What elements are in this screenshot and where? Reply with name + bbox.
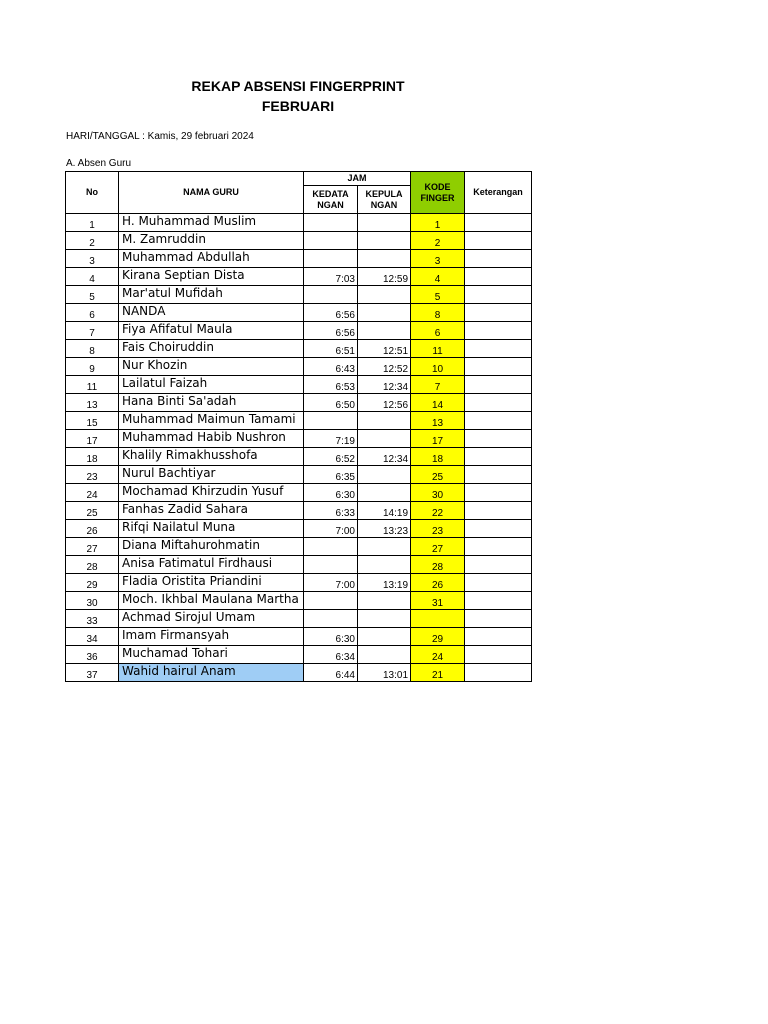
cell-name: Fais Choiruddin — [119, 340, 304, 358]
cell-name: M. Zamruddin — [119, 232, 304, 250]
cell-keterangan — [465, 466, 532, 484]
table-row — [66, 502, 532, 520]
cell-kepulangan — [358, 412, 411, 430]
cell-name: Diana Miftahurohmatin — [119, 538, 304, 556]
cell-keterangan — [465, 286, 532, 304]
table-row — [66, 394, 532, 412]
cell-kode — [411, 610, 465, 628]
cell-kedatangan: 7:00 — [304, 574, 358, 592]
cell-keterangan — [465, 250, 532, 268]
cell-no: 17 — [66, 430, 119, 448]
col-header-kode: KODE FINGER — [411, 172, 465, 214]
cell-kode: 10 — [411, 358, 465, 376]
cell-kedatangan: 6:44 — [304, 664, 358, 682]
table-row — [66, 628, 532, 646]
cell-kepulangan — [358, 592, 411, 610]
cell-no: 5 — [66, 286, 119, 304]
table-row — [66, 466, 532, 484]
cell-no: 8 — [66, 340, 119, 358]
table-row — [66, 556, 532, 574]
cell-kepulangan — [358, 232, 411, 250]
cell-kode: 25 — [411, 466, 465, 484]
col-header-name: NAMA GURU — [119, 172, 304, 214]
cell-no: 37 — [66, 664, 119, 682]
cell-no: 27 — [66, 538, 119, 556]
cell-name: Lailatul Faizah — [119, 376, 304, 394]
cell-no: 2 — [66, 232, 119, 250]
table-row — [66, 592, 532, 610]
cell-name: Muhammad Abdullah — [119, 250, 304, 268]
cell-kedatangan: 6:50 — [304, 394, 358, 412]
cell-kepulangan — [358, 286, 411, 304]
cell-kedatangan — [304, 250, 358, 268]
table-row — [66, 304, 532, 322]
cell-kepulangan — [358, 430, 411, 448]
col-header-kedatangan: KEDATA NGAN — [304, 186, 358, 214]
cell-name: Achmad Sirojul Umam — [119, 610, 304, 628]
cell-name: Mar'atul Mufidah — [119, 286, 304, 304]
cell-kedatangan: 6:33 — [304, 502, 358, 520]
cell-kedatangan — [304, 610, 358, 628]
cell-kode: 8 — [411, 304, 465, 322]
cell-kepulangan: 12:52 — [358, 358, 411, 376]
cell-keterangan — [465, 484, 532, 502]
cell-kepulangan: 12:56 — [358, 394, 411, 412]
cell-no: 11 — [66, 376, 119, 394]
cell-keterangan — [465, 448, 532, 466]
cell-keterangan — [465, 628, 532, 646]
cell-kode: 13 — [411, 412, 465, 430]
cell-kode: 1 — [411, 214, 465, 232]
cell-no: 25 — [66, 502, 119, 520]
cell-kedatangan: 6:30 — [304, 484, 358, 502]
cell-kode: 22 — [411, 502, 465, 520]
cell-keterangan — [465, 394, 532, 412]
cell-keterangan — [465, 646, 532, 664]
col-header-kepulangan: KEPULA NGAN — [358, 186, 411, 214]
cell-no: 23 — [66, 466, 119, 484]
cell-kedatangan: 7:19 — [304, 430, 358, 448]
cell-name: H. Muhammad Muslim — [119, 214, 304, 232]
cell-name: Hana Binti Sa'adah — [119, 394, 304, 412]
page-title: REKAP ABSENSI FINGERPRINT — [191, 78, 405, 94]
cell-kedatangan: 6:56 — [304, 322, 358, 340]
cell-name: Imam Firmansyah — [119, 628, 304, 646]
cell-no: 4 — [66, 268, 119, 286]
cell-kedatangan: 7:03 — [304, 268, 358, 286]
cell-kode: 28 — [411, 556, 465, 574]
cell-name: Muchamad Tohari — [119, 646, 304, 664]
cell-kedatangan: 6:51 — [304, 340, 358, 358]
cell-kode: 17 — [411, 430, 465, 448]
cell-no: 28 — [66, 556, 119, 574]
cell-keterangan — [465, 214, 532, 232]
cell-no: 18 — [66, 448, 119, 466]
cell-name: Kirana Septian Dista — [119, 268, 304, 286]
cell-kepulangan — [358, 646, 411, 664]
cell-kedatangan: 6:34 — [304, 646, 358, 664]
cell-kepulangan: 12:59 — [358, 268, 411, 286]
cell-keterangan — [465, 304, 532, 322]
cell-kepulangan: 12:51 — [358, 340, 411, 358]
table-row — [66, 232, 532, 250]
cell-name: Moch. Ikhbal Maulana Martha — [119, 592, 304, 610]
cell-kode: 23 — [411, 520, 465, 538]
cell-kepulangan — [358, 250, 411, 268]
cell-name: Rifqi Nailatul Muna — [119, 520, 304, 538]
table-row — [66, 574, 532, 592]
cell-no: 6 — [66, 304, 119, 322]
cell-kode: 30 — [411, 484, 465, 502]
cell-kode: 6 — [411, 322, 465, 340]
cell-kepulangan: 12:34 — [358, 376, 411, 394]
cell-kedatangan: 6:35 — [304, 466, 358, 484]
cell-name: Nurul Bachtiyar — [119, 466, 304, 484]
table-row — [66, 664, 532, 682]
table-row — [66, 358, 532, 376]
cell-kode: 24 — [411, 646, 465, 664]
cell-no: 26 — [66, 520, 119, 538]
cell-name: Wahid hairul Anam — [119, 664, 304, 682]
cell-kepulangan — [358, 214, 411, 232]
cell-no: 33 — [66, 610, 119, 628]
cell-no: 9 — [66, 358, 119, 376]
cell-kedatangan — [304, 232, 358, 250]
cell-kepulangan — [358, 304, 411, 322]
cell-keterangan — [465, 340, 532, 358]
cell-kedatangan — [304, 412, 358, 430]
cell-name: Muhammad Maimun Tamami — [119, 412, 304, 430]
cell-keterangan — [465, 430, 532, 448]
cell-keterangan — [465, 592, 532, 610]
cell-keterangan — [465, 610, 532, 628]
cell-keterangan — [465, 502, 532, 520]
cell-name: Nur Khozin — [119, 358, 304, 376]
table-row — [66, 610, 532, 628]
cell-kode: 14 — [411, 394, 465, 412]
cell-kedatangan: 7:00 — [304, 520, 358, 538]
cell-kedatangan — [304, 556, 358, 574]
cell-kode: 4 — [411, 268, 465, 286]
cell-keterangan — [465, 556, 532, 574]
cell-kepulangan — [358, 628, 411, 646]
cell-kepulangan — [358, 322, 411, 340]
cell-kedatangan — [304, 538, 358, 556]
cell-kode: 2 — [411, 232, 465, 250]
cell-name: Khalily Rimakhusshofa — [119, 448, 304, 466]
table-row — [66, 538, 532, 556]
table-row — [66, 214, 532, 232]
cell-kode: 31 — [411, 592, 465, 610]
cell-kepulangan: 13:01 — [358, 664, 411, 682]
table-row — [66, 412, 532, 430]
cell-kepulangan — [358, 466, 411, 484]
cell-kepulangan: 12:34 — [358, 448, 411, 466]
cell-name: Fladia Oristita Priandini — [119, 574, 304, 592]
cell-no: 29 — [66, 574, 119, 592]
cell-kedatangan: 6:56 — [304, 304, 358, 322]
cell-no: 1 — [66, 214, 119, 232]
page-subtitle: FEBRUARI — [261, 98, 335, 114]
cell-keterangan — [465, 358, 532, 376]
cell-no: 7 — [66, 322, 119, 340]
table-row — [66, 430, 532, 448]
cell-kode: 3 — [411, 250, 465, 268]
cell-name: Mochamad Khirzudin Yusuf — [119, 484, 304, 502]
cell-no: 15 — [66, 412, 119, 430]
cell-kode: 27 — [411, 538, 465, 556]
date-line: HARI/TANGGAL : Kamis, 29 februari 2024 — [66, 131, 254, 142]
table-row — [66, 448, 532, 466]
cell-no: 30 — [66, 592, 119, 610]
cell-kode: 18 — [411, 448, 465, 466]
cell-kepulangan — [358, 484, 411, 502]
cell-kode: 7 — [411, 376, 465, 394]
cell-kedatangan: 6:52 — [304, 448, 358, 466]
table-row — [66, 646, 532, 664]
cell-keterangan — [465, 664, 532, 682]
cell-keterangan — [465, 322, 532, 340]
cell-kepulangan: 13:23 — [358, 520, 411, 538]
cell-kode: 21 — [411, 664, 465, 682]
table-row — [66, 520, 532, 538]
cell-kedatangan: 6:43 — [304, 358, 358, 376]
cell-kode: 29 — [411, 628, 465, 646]
table-row — [66, 322, 532, 340]
table-row — [66, 250, 532, 268]
cell-kode: 26 — [411, 574, 465, 592]
table-row — [66, 286, 532, 304]
cell-name: Anisa Fatimatul Firdhausi — [119, 556, 304, 574]
cell-no: 3 — [66, 250, 119, 268]
attendance-table — [65, 171, 532, 682]
col-header-no: No — [66, 172, 119, 214]
cell-kedatangan: 6:53 — [304, 376, 358, 394]
cell-keterangan — [465, 538, 532, 556]
section-label: A. Absen Guru — [66, 158, 132, 169]
table-row — [66, 340, 532, 358]
cell-kedatangan: 6:30 — [304, 628, 358, 646]
cell-keterangan — [465, 268, 532, 286]
cell-no: 36 — [66, 646, 119, 664]
cell-keterangan — [465, 412, 532, 430]
cell-kepulangan: 14:19 — [358, 502, 411, 520]
cell-no: 13 — [66, 394, 119, 412]
col-header-jam: JAM — [304, 172, 411, 186]
cell-keterangan — [465, 376, 532, 394]
col-header-keterangan: Keterangan — [465, 172, 532, 214]
cell-name: Muhammad Habib Nushron — [119, 430, 304, 448]
table-body — [66, 214, 532, 682]
table-row — [66, 376, 532, 394]
cell-kode: 5 — [411, 286, 465, 304]
cell-kepulangan — [358, 610, 411, 628]
cell-no: 34 — [66, 628, 119, 646]
cell-keterangan — [465, 574, 532, 592]
cell-kepulangan — [358, 556, 411, 574]
cell-name: Fiya Afifatul Maula — [119, 322, 304, 340]
cell-no: 24 — [66, 484, 119, 502]
cell-keterangan — [465, 520, 532, 538]
cell-kedatangan — [304, 592, 358, 610]
cell-kepulangan: 13:19 — [358, 574, 411, 592]
cell-kepulangan — [358, 538, 411, 556]
cell-kedatangan — [304, 214, 358, 232]
table-row — [66, 268, 532, 286]
cell-name: Fanhas Zadid Sahara — [119, 502, 304, 520]
cell-kedatangan — [304, 286, 358, 304]
cell-kode: 11 — [411, 340, 465, 358]
header-row-1 — [66, 172, 532, 186]
table-row — [66, 484, 532, 502]
cell-keterangan — [465, 232, 532, 250]
cell-name: NANDA — [119, 304, 304, 322]
